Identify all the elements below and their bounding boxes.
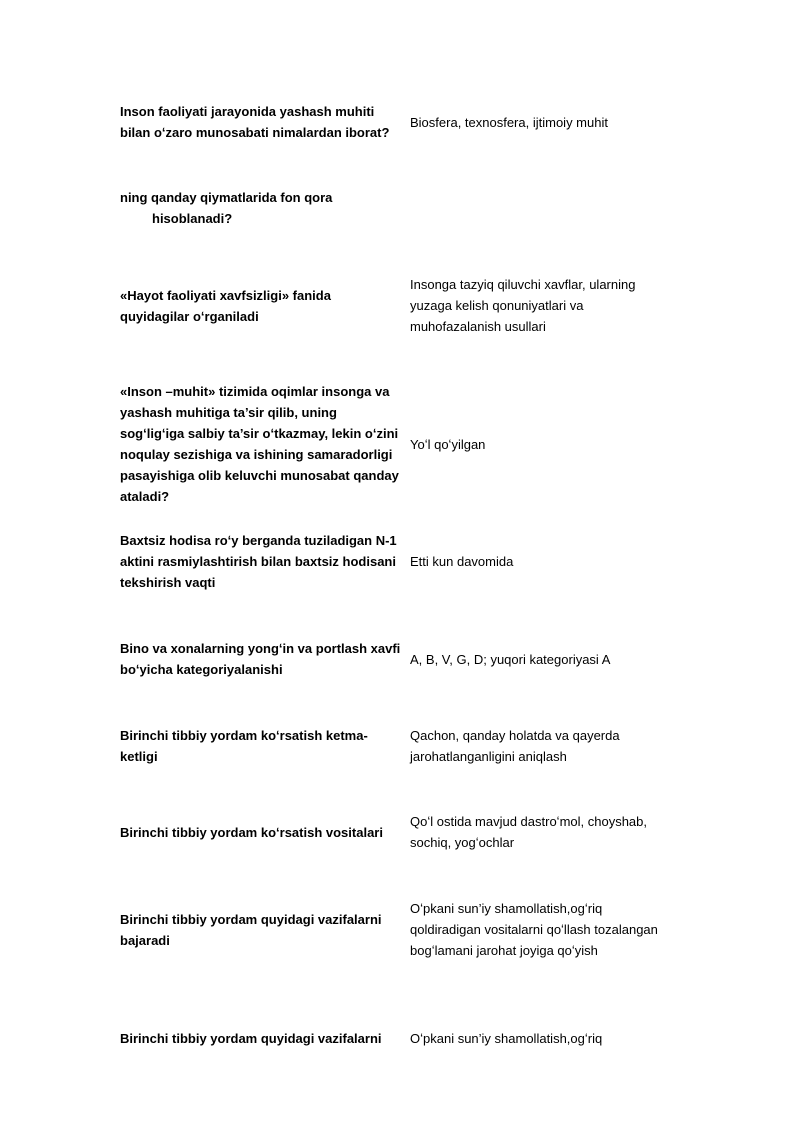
question-text: «Inson –muhit» tizimida oqimlar insonga va yashash muhitiga ta’sir qilib, uning sogʻligʻiga salbiy ta’sir oʻtkazmay, lekin oʻzini noqulay sezishiga va ishining samaradorligi pasayishiga olib keluvchi munosabat qanday ataladi?	[120, 384, 399, 504]
question-text: Birinchi tibbiy yordam koʻrsatish ketma-ketligi	[120, 728, 368, 764]
qa-row	[120, 725, 680, 767]
question-text: Inson faoliyati jarayonida yashash muhiti bilan oʻzaro munosabati nimalardan iborat?	[120, 104, 390, 140]
answer-text: A, B, V, G, D; yuqori kategoriyasi A	[410, 651, 611, 667]
answer-text: Oʻpkani sun’iy shamollatish,ogʻriq	[410, 1031, 603, 1046]
answer-text: Biosfera, texnosfera, ijtimoiy muhit	[410, 114, 608, 130]
question-text: Birinchi tibbiy yordam quyidagi vazifalarni bajaradi	[120, 911, 382, 948]
question-line: ning qanday qiymatlarida fon qora	[120, 190, 333, 205]
question-text: Bino va xonalarning yongʻin va portlash xavfi boʻyicha kategoriyalanishi	[120, 641, 401, 677]
answer-text: Oʻpkani sun’iy shamollatish,ogʻriq qoldiradigan vositalarni qoʻllash tozalangan bogʻlamani jarohat joyiga qoʻyish	[410, 901, 658, 958]
answer-text: Yoʻl qoʻyilgan	[410, 436, 486, 452]
answer-text: Qachon, qanday holatda va qayerda jarohatlanganligini aniqlash	[410, 728, 620, 764]
qa-row	[120, 1028, 680, 1049]
question-text	[120, 187, 410, 229]
question-line: hisoblanadi?	[152, 211, 233, 226]
qa-row	[120, 187, 680, 229]
qa-row	[120, 638, 680, 680]
qa-row	[120, 381, 680, 507]
qa-row	[120, 101, 680, 143]
qa-row	[120, 898, 680, 961]
qa-row	[120, 530, 680, 593]
question-text: Birinchi tibbiy yordam koʻrsatish vositalari	[120, 824, 383, 840]
qa-row	[120, 274, 680, 337]
question-text: Birinchi tibbiy yordam quyidagi vazifalarni	[120, 1031, 382, 1046]
question-text: «Hayot faoliyati xavfsizligi» fanida quyidagilar oʻrganiladi	[120, 287, 331, 324]
answer-text: Qoʻl ostida mavjud dastroʻmol, choyshab, sochiq, yogʻochlar	[410, 814, 648, 850]
question-text: Baxtsiz hodisa roʻy berganda tuziladigan N-1 aktini rasmiylashtirish bilan baxtsiz hodisani tekshirish vaqti	[120, 533, 397, 590]
answer-text: Insonga tazyiq qiluvchi xavflar, ularning yuzaga kelish qonuniyatlari va muhofazalanish usullari	[410, 277, 636, 334]
qa-row	[120, 811, 680, 853]
answer-text: Etti kun davomida	[410, 554, 514, 569]
